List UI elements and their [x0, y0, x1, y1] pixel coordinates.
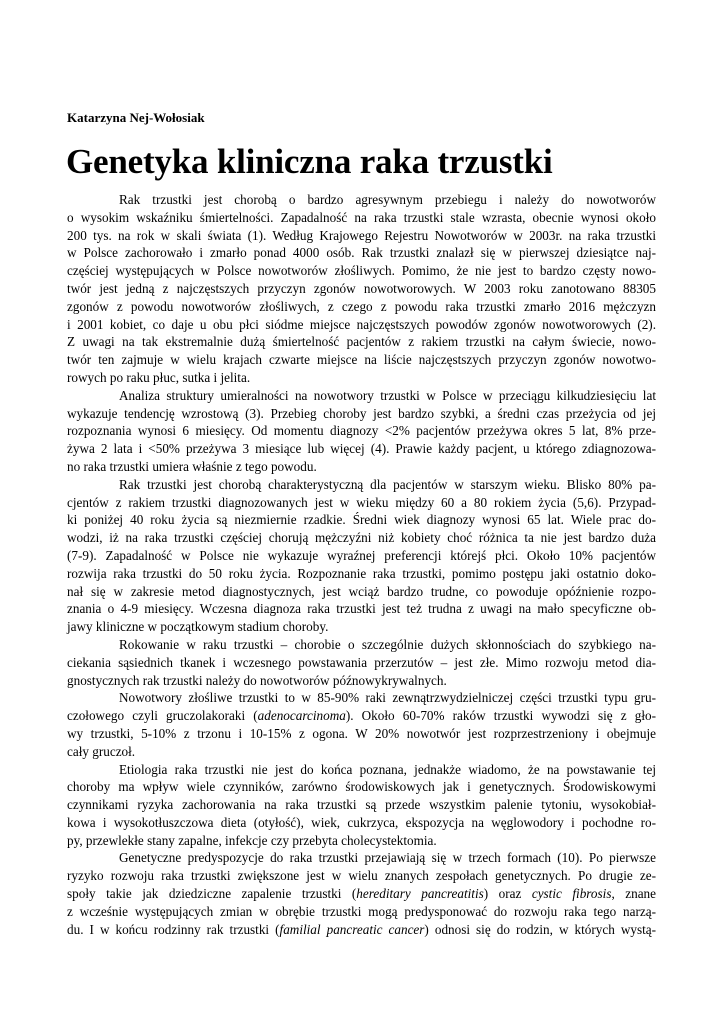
text-line: wodzi, iż na raka trzustki częściej chorują mężczyźni niż kobiety choć różnica ta nie jest bardzo duża: [67, 530, 656, 546]
text-line: (7-9). Zapadalność w Polsce nie wykazuje wyraźnej preferencji którejś płci. Około 10% pacjentów: [67, 547, 656, 563]
article-body: [67, 191, 656, 938]
author-name: Katarzyna Nej-Wołosiak: [67, 110, 205, 125]
text-line: rowych po raku płuc, sutka i jelita.: [67, 369, 251, 385]
text-line: ki poniżej 40 roku życia są niezmiernie rzadkie. Średni wiek diagnozy wynosi 65 lat. Wiele prac do-: [67, 512, 656, 528]
text-line: jawy kliniczne w początkowym stadium choroby.: [67, 619, 329, 635]
text-line: kowa i wysokotłuszczowa dieta (otyłość), wiek, cukrzyca, ekspozycja na węglowodory i pochodne ro-: [67, 814, 656, 830]
text-line: rozwija raka trzustki do 50 roku życia. Rozpoznanie raka trzustki, pomimo postępu jaki ostatnio doko-: [67, 565, 656, 581]
article-title: Genetyka kliniczna raka trzustki: [66, 142, 553, 181]
text-line: Rak trzustki jest chorobą charakterystyczną dla pacjentów w starszym wieku. Blisko 80% pa-: [119, 476, 656, 492]
text-line: społy takie jak dziedziczne zapalenie trzustki (hereditary pancreatitis) oraz cystic fibrosis, znane: [67, 886, 656, 902]
text-line: ryzyko rozwoju raka trzustki zwiększone jest w wielu znanych zespołach genetycznych. Po drugie ze-: [67, 868, 656, 884]
text-line: z wcześnie występujących zmian w obrębie trzustki mogą predysponować do rozwoju raka tego narzą-: [67, 903, 656, 919]
text-line: w Polsce zachorowało i zmarło ponad 4000 osób. Rak trzustki znalazł się w pierwszej dziesiątce naj-: [67, 245, 656, 261]
text-line: Analiza struktury umieralności na nowotwory trzustki w Polsce w przeciągu kilkudziesięciu lat: [119, 387, 656, 403]
text-line: wykazuje tendencję wzrostową (3). Przebieg choroby jest bardzo szybki, a średni czas przeżycia od jej: [67, 405, 656, 421]
text-line: czołowego czyli gruczolakoraki (adenocarcinoma). Około 60-70% raków trzustki wywodzi się z gło-: [67, 708, 656, 724]
text-line: gnostycznych rak trzustki należy do nowotworów późnowykrywalnych.: [67, 672, 447, 688]
text-line: cjentów z rakiem trzustki diagnozowanych jest w wieku między 60 a 80 rokiem życia (5,6). Przypad-: [67, 494, 656, 510]
text-line: i 2001 kobiet, co daje u obu płci siódme miejsce najczęstszych powodów zgonów nowotworowych (2).: [67, 316, 656, 332]
text-line: wy trzustki, 5-10% z trzonu i 10-15% z ogona. W 20% nowotwór jest rozprzestrzeniony i obejmuje: [67, 725, 656, 741]
text-line: twór ten zajmuje w wielu krajach czwarte miejsce na liście najczęstszych przyczyn zgonów nowotwo-: [67, 352, 656, 368]
text-line: twór jest jedną z najczęstszych przyczyn zgonów nowotworowych. W 2003 roku zanotowano 88305: [67, 280, 656, 296]
text-line: no raka trzustki umiera właśnie z tego powodu.: [67, 458, 317, 474]
text-line: py, przewlekłe stany zapalne, infekcje czy przebyta cholecystektomia.: [67, 832, 437, 848]
text-line: Z uwagi na tak ekstremalnie dużą śmiertelność pacjentów z rakiem trzustki na całym świecie, nowo-: [67, 334, 656, 350]
italic-term: adenocarcinoma: [257, 708, 346, 724]
text-line: nał się w zakresie metod diagnostycznych, jest wciąż bardzo trudne, co powoduje opóźnienie rozpo-: [67, 583, 656, 599]
text-line: Rokowanie w raku trzustki – chorobie o szczególnie dużych skłonnościach do szybkiego na-: [119, 636, 656, 652]
text-line: ciekania sąsiednich tkanek i wczesnego powstawania przerzutów – jest złe. Mimo rozwoju metod dia-: [67, 654, 656, 670]
text-line: znania o 4-9 miesięcy. Wczesna diagnoza raka trzustki jest też trudna z uwagi na mało specyficzne ob-: [67, 601, 656, 617]
text-line: żywa 2 lata i <50% przeżywa 3 miesiące lub więcej (4). Prawie każdy pacjent, u którego zdiagnozowa-: [67, 441, 656, 457]
text-line: o wysokim wskaźniku śmiertelności. Zapadalność na raka trzustki stale wzrasta, obecnie wynosi około: [67, 209, 656, 225]
italic-term: hereditary pancreatitis: [356, 886, 484, 902]
text-line: du. I w końcu rodzinny rak trzustki (familial pancreatic cancer) odnosi się do rodzin, w których wystą-: [67, 921, 656, 937]
text-line: Rak trzustki jest chorobą o bardzo agresywnym przebiegu i należy do nowotworów: [119, 192, 656, 207]
italic-term: cystic fibrosis: [531, 886, 612, 902]
text-line: Nowotwory złośliwe trzustki to w 85-90% raki zewnątrzwydzielniczej części trzustki typu gru-: [119, 690, 656, 706]
text-line: częściej występujących w Polsce nowotworów złośliwych. Pomimo, że nie jest to bardzo częsty nowo-: [67, 263, 656, 279]
text-line: Genetyczne predyspozycje do raka trzustki przejawiają się w trzech formach (10). Po pierwsze: [119, 850, 656, 866]
text-line: cały gruczoł.: [67, 743, 136, 759]
text-line: rozpoznania wynosi 6 miesięcy. Od momentu diagnozy <2% pacjentów przeżywa okres 5 lat, 8% prze-: [67, 423, 656, 439]
text-line: 200 tys. na rok w skali świata (1). Według Krajowego Rejestru Nowotworów w 2003r. na raka trzustki: [67, 227, 656, 243]
text-line: zgonów z powodu nowotworów złośliwych, z czego z powodu raka trzustki zmarło 2016 mężczyzn: [67, 298, 656, 314]
text-line: czynnikami ryzyka zachorowania na raka trzustki są przede wszystkim palenie tytoniu, wysokobiał-: [67, 797, 656, 813]
text-line: Etiologia raka trzustki nie jest do końca poznana, jednakże wiadomo, że na powstawanie tej: [119, 761, 656, 777]
italic-term: familial pancreatic cancer: [279, 921, 425, 937]
text-line: choroby ma wpływ wiele czynników, zarówno środowiskowych jak i genetycznych. Środowiskowymi: [67, 779, 656, 795]
